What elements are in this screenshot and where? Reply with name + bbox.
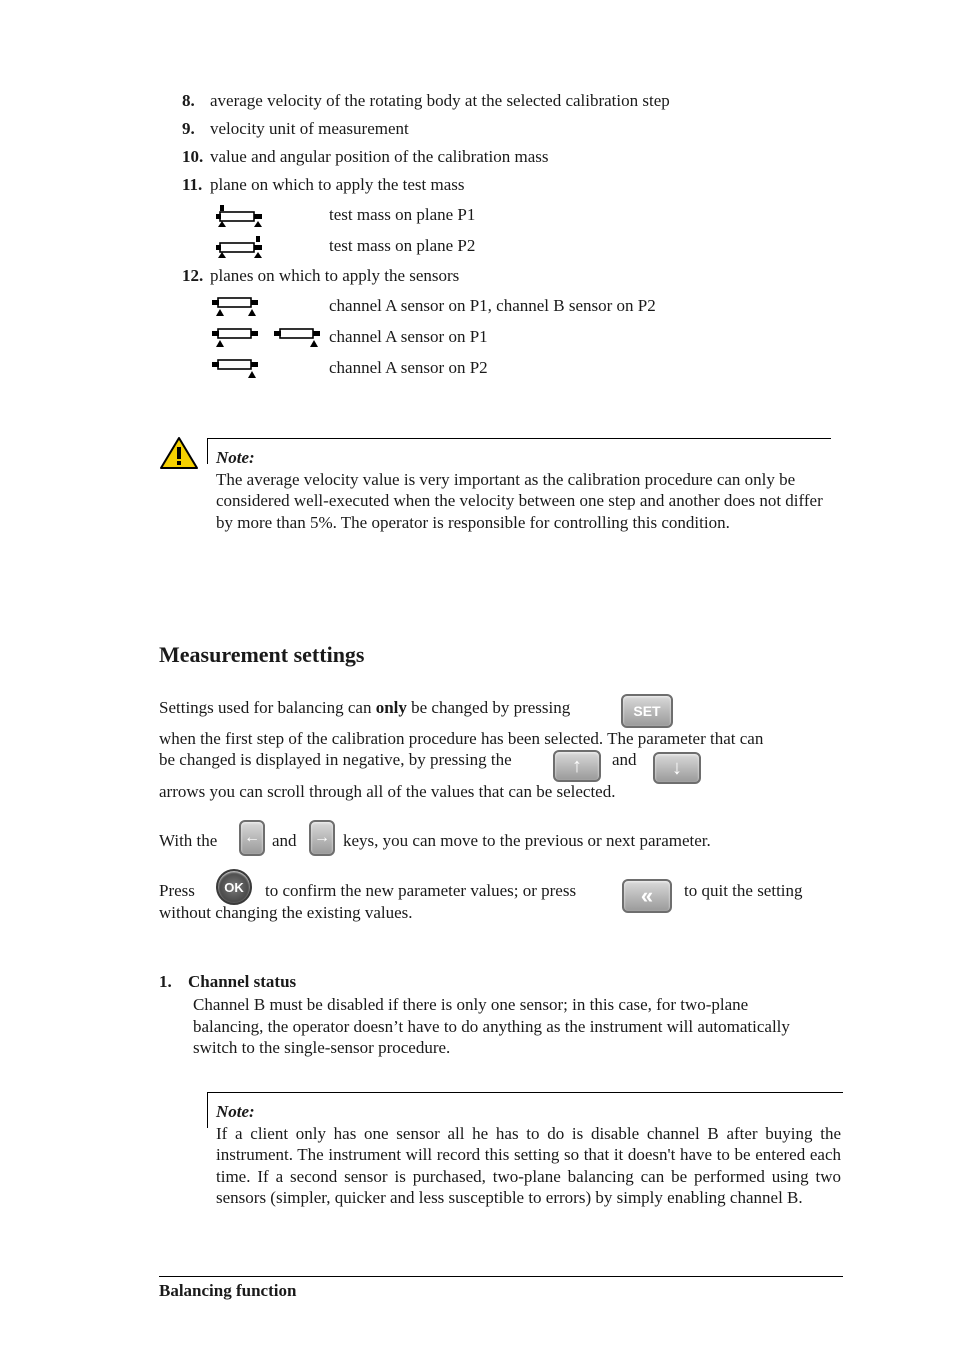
- note-rule: [207, 1092, 843, 1093]
- text: and: [272, 831, 297, 850]
- rotor-sensor-b-p2-icon: [272, 326, 322, 348]
- option-label: channel A sensor on P2: [329, 358, 488, 377]
- left-arrow-key-icon: ←: [239, 820, 265, 856]
- up-arrow-key-icon: ↑: [553, 750, 601, 782]
- subsection-heading: [159, 971, 297, 993]
- option-label: test mass on plane P1: [329, 205, 476, 224]
- escape-key-icon: «: [622, 879, 672, 913]
- list-item: [182, 90, 670, 112]
- list-text: velocity unit of measurement: [210, 119, 409, 138]
- rotor-sensor-a-p2-icon: [210, 357, 260, 379]
- list-number: 11.: [182, 175, 203, 194]
- text: to confirm the new parameter values; or press: [265, 881, 577, 900]
- text: Press: [159, 881, 195, 900]
- note-box: [216, 447, 832, 533]
- paragraph-line: [159, 697, 570, 719]
- text: be changed by pressing: [411, 698, 571, 717]
- footer-label: Balancing function: [159, 1281, 297, 1300]
- list-text: planes on which to apply the sensors: [210, 266, 460, 285]
- list-text: plane on which to apply the test mass: [210, 175, 465, 194]
- section-heading: Measurement settings: [159, 642, 365, 667]
- option-label: test mass on plane P2: [329, 236, 476, 255]
- note-title: Note:: [216, 1102, 255, 1121]
- subsection-body: Channel B must be disabled if there is only one sensor; in this case, for two-plane balancing, the operator doesn’t have to do anything as the instrument will automatically switch to the single-sensor procedure.: [193, 995, 790, 1058]
- text: Settings used for balancing can: [159, 698, 372, 717]
- rotor-mass-p2-icon: [215, 235, 263, 259]
- list-item: [182, 174, 465, 196]
- text: be changed is displayed in negative, by pressing the: [159, 750, 512, 769]
- emphasis: only: [375, 698, 407, 717]
- right-arrow-key-icon: →: [309, 820, 335, 856]
- list-item: [182, 118, 409, 140]
- list-item: [182, 265, 460, 287]
- note-rule-left: [207, 438, 208, 464]
- text: to quit the setting: [684, 881, 803, 900]
- paragraph-line: [159, 749, 512, 771]
- note-body: The average velocity value is very important as the calibration procedure can only be considered well-executed when the velocity between one step and another does not differ by more than 5%. The operator is responsible for controlling this condition.: [216, 469, 823, 532]
- list-number: 8.: [182, 91, 195, 110]
- note-body: If a client only has one sensor all he has to do is disable channel B after buying the instrument. The instrument will record this setting so that it doesn't have to be entered each time. If a second sensor is purchased, two-plane balancing can be performed using two sensors (simpler, quicker and less susceptible to errors) by simply enabling channel B.: [216, 1123, 841, 1208]
- rotor-mass-p1-icon: [215, 204, 263, 228]
- ok-key-icon: OK: [216, 869, 252, 905]
- set-key-icon: SET: [621, 694, 673, 728]
- list-text: average velocity of the rotating body at the selected calibration step: [210, 91, 670, 110]
- note-rule: [207, 438, 831, 439]
- paragraph-line: when the first step of the calibration procedure has been selected. The parameter that can: [159, 729, 764, 748]
- footer-rule: [159, 1276, 843, 1277]
- list-number: 9.: [182, 119, 195, 138]
- down-arrow-key-icon: ↓: [653, 752, 701, 784]
- note-rule-left: [207, 1092, 208, 1128]
- text: keys, you can move to the previous or next parameter.: [343, 831, 711, 850]
- list-item: [182, 146, 549, 168]
- option-label: channel A sensor on P1: [329, 327, 488, 346]
- paragraph-line: arrows you can scroll through all of the values that can be selected.: [159, 782, 616, 801]
- note-title: Note:: [216, 448, 255, 467]
- note-box: [216, 1101, 841, 1209]
- text: and: [612, 750, 637, 769]
- rotor-sensors-a-p1-b-p2-icon: [210, 295, 260, 317]
- subsection-title: Channel status: [188, 972, 297, 991]
- text: With the: [159, 831, 218, 850]
- subsection-number: 1.: [159, 972, 172, 991]
- option-label: channel A sensor on P1, channel B sensor on P2: [329, 296, 656, 315]
- list-number: 10.: [182, 147, 204, 166]
- list-text: value and angular position of the calibration mass: [210, 147, 549, 166]
- rotor-sensor-a-p1-icon: [210, 326, 260, 348]
- warning-icon: [159, 436, 199, 470]
- list-number: 12.: [182, 266, 204, 285]
- paragraph-line: without changing the existing values.: [159, 903, 413, 922]
